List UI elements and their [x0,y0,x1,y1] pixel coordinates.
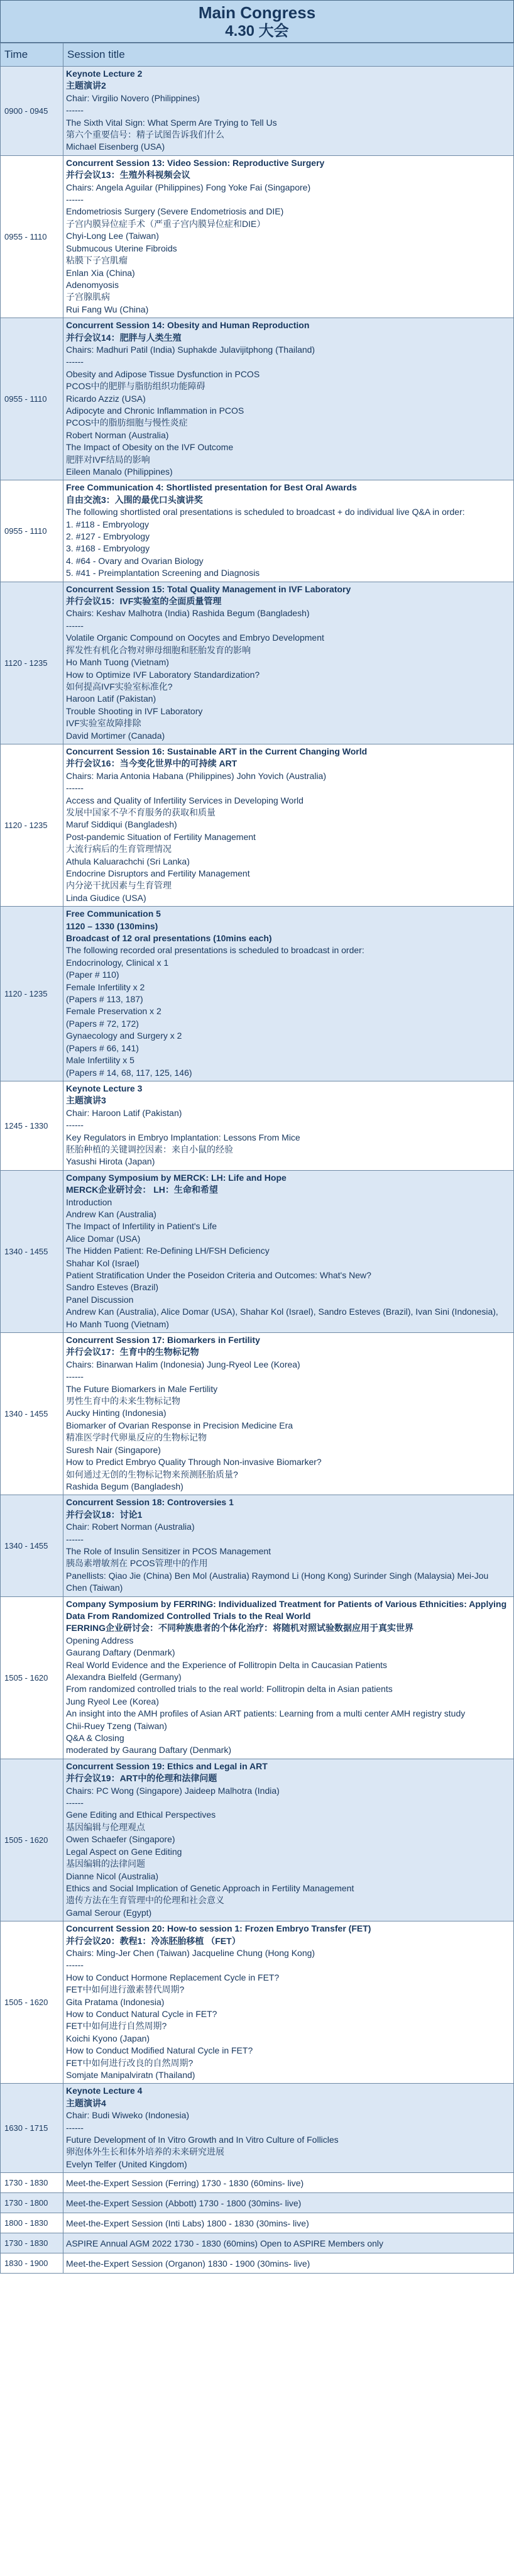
session-time: 1505 - 1620 [1,1759,63,1921]
session-text-line: 胚胎种植的关键调控因素：来自小鼠的经验 [66,1144,233,1154]
session-text-line: Chairs: Keshav Malhotra (India) Rashida Begum (Bangladesh) [66,608,310,619]
session-text-line: ------ [66,1534,84,1544]
session-time: 0955 - 1110 [1,155,63,318]
session-text-line: David Mortimer (Canada) [66,730,165,741]
session-heading-line: Broadcast of 12 oral presentations (10mins each) [66,933,272,944]
session-text-line: ------ [66,1120,84,1130]
session-details [63,1081,514,1170]
session-heading-line: 并行会议14：肥胖与人类生殖 [66,332,182,343]
session-text-line: Biomarker of Ovarian Response in Precision Medicine Era [66,1420,293,1430]
table-row [1,744,514,906]
session-text-line: 胰岛素增敏剂在 PCOS管理中的作用 [66,1558,208,1569]
session-time: 1120 - 1235 [1,744,63,906]
session-text-line: Eileen Manalo (Philippines) [66,467,173,477]
table-row [1,2213,514,2233]
session-text-line: Chairs: Madhuri Patil (India) Suphakde Julavijitphong (Thailand) [66,344,315,355]
session-heading-line: Concurrent Session 19: Ethics and Legal in ART [66,1761,268,1771]
session-heading-line: 并行会议17：生育中的生物标记物 [66,1347,199,1357]
session-text-line: Chairs: Ming-Jer Chen (Taiwan) Jacqueline Chung (Hong Kong) [66,1947,315,1958]
session-time: 1340 - 1455 [1,1333,63,1495]
session-text-line: FET中如何进行自然周期? [66,2021,167,2032]
session-details [63,1759,514,1921]
session-text-line: Gaurang Daftary (Denmark) [66,1647,175,1658]
session-text-line: Chair: Budi Wiweko (Indonesia) [66,2110,190,2121]
session-details [63,2193,514,2213]
session-heading-line: Concurrent Session 20: How-to session 1: Frozen Embryo Transfer (FET) [66,1923,371,1934]
session-text-line: From randomized controlled trials to the real world: Follitropin delta in Asian patients [66,1684,393,1694]
session-text-line: Ho Manh Tuong (Vietnam) [66,657,169,668]
session-heading-line: 主题演讲2 [66,80,106,91]
table-row [1,2193,514,2213]
session-text-line: Obesity and Adipose Tissue Dysfunction in PCOS [66,368,260,379]
session-details [63,1333,514,1495]
session-text-line: Trouble Shooting in IVF Laboratory [66,705,203,716]
session-heading-line: Company Symposium by FERRING: Individualized Treatment for Patients of Various Ethnicities: Applying Data From Randomized Controlled Trials to the Real World [66,1598,507,1621]
session-details [63,582,514,744]
session-text-line: 2. #127 - Embryology [66,531,150,542]
session-text-line: Endocrinology, Clinical x 1 [66,957,169,968]
session-text-line: Chyi-Long Lee (Taiwan) [66,231,159,241]
session-text-line: ASPIRE Annual AGM 2022 1730 - 1830 (60mins) Open to ASPIRE Members only [66,2238,384,2248]
session-text-line: ------ [66,783,84,793]
session-text-line: Jung Ryeol Lee (Korea) [66,1696,159,1706]
table-row [1,907,514,1081]
session-text-line: Q&A & Closing [66,1733,124,1744]
table-row [1,2084,514,2173]
session-text-line: ------ [66,1798,84,1808]
session-text-line: Sandro Esteves (Brazil) [66,1282,159,1293]
session-heading-line: 并行会议20：教程1：冷冻胚胎移植 （FET） [66,1935,241,1946]
session-text-line: Chair: Haroon Latif (Pakistan) [66,1107,182,1118]
session-heading-line: MERCK企业研讨会： LH：生命和希望 [66,1185,218,1195]
session-heading-line: Concurrent Session 14: Obesity and Human Reproduction [66,320,310,331]
session-text-line: moderated by Gaurang Daftary (Denmark) [66,1745,231,1755]
session-text-line: 如何提高IVF实验室标准化? [66,681,173,692]
table-row [1,67,514,156]
table-row [1,2253,514,2274]
session-text-line: Meet-the-Expert Session (Ferring) 1730 - 1830 (60mins- live) [66,2177,304,2188]
session-text-line: (Papers # 66, 141) [66,1042,139,1053]
table-row [1,1921,514,2084]
schedule-table [0,43,514,2274]
session-text-line: 男性生育中的未来生物标记物 [66,1396,180,1407]
session-text-line: ------ [66,105,84,116]
session-text-line: Endocrine Disruptors and Fertility Management [66,868,250,878]
session-time: 1340 - 1455 [1,1495,63,1596]
session-text-line: Enlan Xia (China) [66,267,135,278]
session-text-line: How to Conduct Hormone Replacement Cycle in FET? [66,1972,280,1982]
session-text-line: Future Development of In Vitro Growth and In Vitro Culture of Follicles [66,2135,339,2145]
session-text-line: ------ [66,357,84,367]
session-time: 1120 - 1235 [1,907,63,1081]
schedule-date: 4.30 大会 [225,23,289,40]
session-text-line: 挥发性有机化合物对卵母细胞和胚胎发育的影响 [66,644,251,655]
session-text-line: Andrew Kan (Australia) [66,1208,156,1219]
session-heading-line: 并行会议16：当今变化世界中的可持续 ART [66,758,238,769]
session-text-line: PCOS中的肥胖与脂肪组织功能障碍 [66,381,205,392]
session-text-line: Gene Editing and Ethical Perspectives [66,1810,216,1820]
table-header-row [1,43,514,67]
session-text-line: 1. #118 - Embryology [66,519,150,529]
session-text-line: Volatile Organic Compound on Oocytes and Embryo Development [66,633,324,643]
session-text-line: Ricardo Azziz (USA) [66,393,146,404]
session-time: 1505 - 1620 [1,1921,63,2084]
session-details [63,2173,514,2193]
table-row [1,1081,514,1170]
session-text-line: Robert Norman (Australia) [66,429,169,440]
table-row [1,318,514,480]
session-time: 0955 - 1110 [1,318,63,480]
session-text-line: Maruf Siddiqui (Bangladesh) [66,819,177,830]
session-details [63,2084,514,2173]
session-text-line: Access and Quality of Infertility Services in Developing World [66,795,303,805]
session-details [63,2213,514,2233]
session-text-line: Real World Evidence and the Experience of Follitropin Delta in Caucasian Patients [66,1659,388,1670]
session-details [63,1170,514,1332]
session-text-line: Athula Kaluarachchi (Sri Lanka) [66,856,190,866]
table-row [1,1170,514,1332]
session-column-header: Session title [63,43,514,67]
session-text-line: 子宫腺肌病 [66,292,110,302]
session-text-line: The Role of Insulin Sensitizer in PCOS Management [66,1545,271,1556]
session-heading-line: 主题演讲4 [66,2098,106,2108]
session-text-line: 肥胖对IVF结局的影响 [66,454,150,465]
session-text-line: Evelyn Telfer (United Kingdom) [66,2159,187,2169]
session-text-line: Alexandra Bielfeld (Germany) [66,1672,182,1682]
session-text-line: ------ [66,620,84,631]
session-text-line: ------ [66,1371,84,1382]
session-time: 1730 - 1830 [1,2173,63,2193]
session-text-line: Chair: Virgilio Novero (Philippines) [66,92,200,103]
session-text-line: The following shortlisted oral presentations is scheduled to broadcast + do individual live Q&A in order: [66,507,465,517]
session-heading-line: 1120 – 1330 (130mins) [66,920,158,931]
session-text-line: Key Regulators in Embryo Implantation: Lessons From Mice [66,1132,300,1142]
session-time: 1505 - 1620 [1,1596,63,1759]
table-row [1,155,514,318]
session-text-line: Rui Fang Wu (China) [66,304,149,314]
session-heading-line: 并行会议13：生殖外科视频会议 [66,170,190,180]
session-text-line: ------ [66,2122,84,2133]
session-text-line: 卵泡体外生长和体外培养的未来研究进展 [66,2147,224,2157]
session-text-line: 如何通过无创的生物标记物来预测胚胎质量? [66,1469,238,1479]
session-text-line: Chairs: Angela Aguilar (Philippines) Fong Yoke Fai (Singapore) [66,182,311,192]
session-text-line: Rashida Begum (Bangladesh) [66,1481,183,1491]
session-text-line: Dianne Nicol (Australia) [66,1871,159,1881]
session-text-line: Andrew Kan (Australia), Alice Domar (USA), Shahar Kol (Israel), Sandro Esteves (Brazil), Ivan Sini (Indonesia), Ho Manh Tuong (Vietnam) [66,1307,498,1329]
session-details [63,1495,514,1596]
session-heading-line: Company Symposium by MERCK: LH: Life and Hope [66,1172,287,1183]
session-time: 1245 - 1330 [1,1081,63,1170]
session-text-line: Chairs: Maria Antonia Habana (Philippines) John Yovich (Australia) [66,770,326,781]
session-text-line: Alice Domar (USA) [66,1233,141,1244]
session-text-line: An insight into the AMH profiles of Asian ART patients: Learning from a multi center AMH registry study [66,1708,466,1719]
session-text-line: Ethics and Social Implication of Genetic Approach in Fertility Management [66,1882,354,1893]
session-text-line: Owen Schaefer (Singapore) [66,1834,175,1845]
session-text-line: Chii-Ruey Tzeng (Taiwan) [66,1720,167,1731]
session-heading-line: FERRING企业研讨会：不同种族患者的个体化治疗：将随机对照试验数据应用于真实世界 [66,1623,413,1633]
session-details [63,318,514,480]
session-details [63,480,514,582]
table-row [1,2233,514,2253]
session-text-line: Gita Pratama (Indonesia) [66,1996,165,2007]
session-heading-line: 并行会议15：IVF实验室的全面质量管理 [66,596,222,607]
session-time: 1830 - 1900 [1,2253,63,2274]
session-text-line: Adenomyosis [66,279,119,290]
session-heading-line: Concurrent Session 18: Controversies 1 [66,1497,234,1508]
session-text-line: Chair: Robert Norman (Australia) [66,1522,195,1532]
session-text-line: Meet-the-Expert Session (Organon) 1830 - 1900 (30mins- live) [66,2258,310,2269]
session-text-line: Shahar Kol (Israel) [66,1258,139,1268]
session-text-line: Gamal Serour (Egypt) [66,1907,152,1918]
session-text-line: Post-pandemic Situation of Fertility Management [66,831,256,842]
session-time: 1630 - 1715 [1,2084,63,2173]
session-time: 1120 - 1235 [1,582,63,744]
session-text-line: Submucous Uterine Fibroids [66,243,177,253]
session-time: 1730 - 1830 [1,2233,63,2253]
session-text-line: (Papers # 113, 187) [66,994,143,1005]
table-row [1,2173,514,2193]
session-heading-line: Concurrent Session 15: Total Quality Management in IVF Laboratory [66,583,351,594]
session-heading-line: 并行会议18：讨论1 [66,1509,143,1520]
session-text-line: (Papers # 72, 172) [66,1018,139,1029]
session-details [63,1921,514,2084]
session-text-line: Adipocyte and Chronic Inflammation in PCOS [66,405,244,416]
session-text-line: The Impact of Obesity on the IVF Outcome [66,442,234,453]
session-text-line: Koichi Kyono (Japan) [66,2033,150,2043]
session-text-line: FET中如何进行改良的自然周期? [66,2057,194,2068]
schedule-header [0,0,514,43]
schedule-title: Main Congress [198,3,316,22]
session-heading-line: Free Communication 5 [66,909,161,919]
session-time: 1340 - 1455 [1,1170,63,1332]
session-text-line: Opening Address [66,1635,134,1645]
session-details [63,67,514,156]
session-text-line: Aucky Hinting (Indonesia) [66,1408,167,1418]
session-text-line: 发展中国家不孕不育服务的获取和质量 [66,807,216,817]
session-details [63,2253,514,2274]
session-text-line: (Paper # 110) [66,970,119,980]
session-text-line: 精准医学时代卵巢反应的生物标记物 [66,1432,207,1443]
session-text-line: 4. #64 - Ovary and Ovarian Biology [66,555,204,566]
session-text-line: Meet-the-Expert Session (Inti Labs) 1800 - 1830 (30mins- live) [66,2218,309,2228]
session-text-line: ------ [66,194,84,205]
session-text-line: 内分泌干扰因素与生育管理 [66,880,172,891]
session-text-line: (Papers # 14, 68, 117, 125, 146) [66,1067,192,1078]
session-text-line: How to Conduct Modified Natural Cycle in FET? [66,2045,253,2056]
session-text-line: The Future Biomarkers in Male Fertility [66,1383,218,1394]
session-text-line: 5. #41 - Preimplantation Screening and Diagnosis [66,568,260,578]
session-heading-line: 自由交流3：入围的最优口头演讲奖 [66,494,203,505]
session-text-line: Meet-the-Expert Session (Abbott) 1730 - 1800 (30mins- live) [66,2197,302,2208]
session-text-line: Panel Discussion [66,1294,134,1305]
session-time: 1800 - 1830 [1,2213,63,2233]
session-text-line: How to Conduct Natural Cycle in FET? [66,2008,217,2019]
schedule-rows [1,67,514,2274]
time-column-header: Time [1,43,63,67]
session-heading-line: Concurrent Session 17: Biomarkers in Fertility [66,1335,260,1346]
session-heading-line: Free Communication 4: Shortlisted presentation for Best Oral Awards [66,482,357,493]
session-details [63,2233,514,2253]
table-row [1,480,514,582]
session-heading-line: Keynote Lecture 4 [66,2086,143,2096]
session-text-line: Linda Giudice (USA) [66,892,146,903]
session-text-line: How to Optimize IVF Laboratory Standardization? [66,669,260,680]
table-row [1,1495,514,1596]
session-heading-line: Concurrent Session 13: Video Session: Reproductive Surgery [66,157,325,168]
session-text-line: Gynaecology and Surgery x 2 [66,1031,182,1041]
session-heading-line: Keynote Lecture 3 [66,1083,143,1093]
session-text-line: 大流行病后的生育管理情况 [66,844,172,854]
session-heading-line: 主题演讲3 [66,1095,106,1106]
session-details [63,155,514,318]
table-row [1,582,514,744]
table-row [1,1596,514,1759]
session-text-line: Suresh Nair (Singapore) [66,1444,161,1455]
session-heading-line: Concurrent Session 16: Sustainable ART in the Current Changing World [66,746,368,756]
table-row [1,1333,514,1495]
session-time: 0955 - 1110 [1,480,63,582]
session-text-line: Michael Eisenberg (USA) [66,141,165,152]
session-heading-line: 并行会议19：ART中的伦理和法律问题 [66,1773,217,1784]
session-text-line: ------ [66,1960,84,1971]
session-text-line: 粘膜下子宫肌瘤 [66,255,128,266]
session-text-line: Chairs: Binarwan Halim (Indonesia) Jung-Ryeol Lee (Korea) [66,1359,300,1369]
session-text-line: 3. #168 - Embryology [66,543,150,554]
session-text-line: 基因编辑的法律问题 [66,1859,145,1869]
session-text-line: Female Infertility x 2 [66,981,145,992]
session-text-line: 基因编辑与伦理观点 [66,1821,145,1832]
session-text-line: Yasushi Hirota (Japan) [66,1156,155,1167]
session-time: 0900 - 0945 [1,67,63,156]
session-text-line: Patient Stratification Under the Poseidon Criteria and Outcomes: What's New? [66,1270,371,1280]
session-details [63,744,514,906]
session-text-line: 第六个重要信号：精子试图告诉我们什么 [66,130,224,140]
session-text-line: Legal Aspect on Gene Editing [66,1846,182,1857]
session-text-line: Somjate Manipalviratn (Thailand) [66,2070,195,2080]
session-text-line: 子宫内膜异位症手术（严重子宫内膜异位症和DIE） [66,218,266,229]
session-text-line: How to Predict Embryo Quality Through Non-invasive Biomarker? [66,1457,322,1468]
session-text-line: The Hidden Patient: Re-Defining LH/FSH Deficiency [66,1246,270,1256]
session-text-line: Introduction [66,1197,112,1207]
session-time: 1730 - 1800 [1,2193,63,2213]
session-text-line: FET中如何进行激素替代周期? [66,1984,185,1995]
session-text-line: IVF实验室故障排除 [66,718,141,729]
session-text-line: PCOS中的脂肪细胞与慢性炎症 [66,417,188,428]
session-text-line: Chairs: PC Wong (Singapore) Jaideep Malhotra (India) [66,1785,280,1796]
session-heading-line: Keynote Lecture 2 [66,69,143,79]
session-details [63,907,514,1081]
session-details [63,1596,514,1759]
session-text-line: Panellists: Qiao Jie (China) Ben Mol (Australia) Raymond Li (Hong Kong) Surinder Singh (Malaysia) Mei-Jou Chen (Taiwan) [66,1570,489,1593]
session-text-line: The following recorded oral presentations is scheduled to broadcast in order: [66,945,364,956]
table-row [1,1759,514,1921]
session-text-line: Male Infertility x 5 [66,1055,134,1066]
session-text-line: Endometriosis Surgery (Severe Endometriosis and DIE) [66,206,284,217]
session-text-line: Female Preservation x 2 [66,1006,161,1017]
session-text-line: The Impact of Infertility in Patient's Life [66,1221,217,1232]
session-text-line: 遗传方法在生育管理中的伦理和社会意义 [66,1895,224,1906]
session-text-line: Haroon Latif (Pakistan) [66,694,156,704]
session-text-line: The Sixth Vital Sign: What Sperm Are Trying to Tell Us [66,117,277,128]
